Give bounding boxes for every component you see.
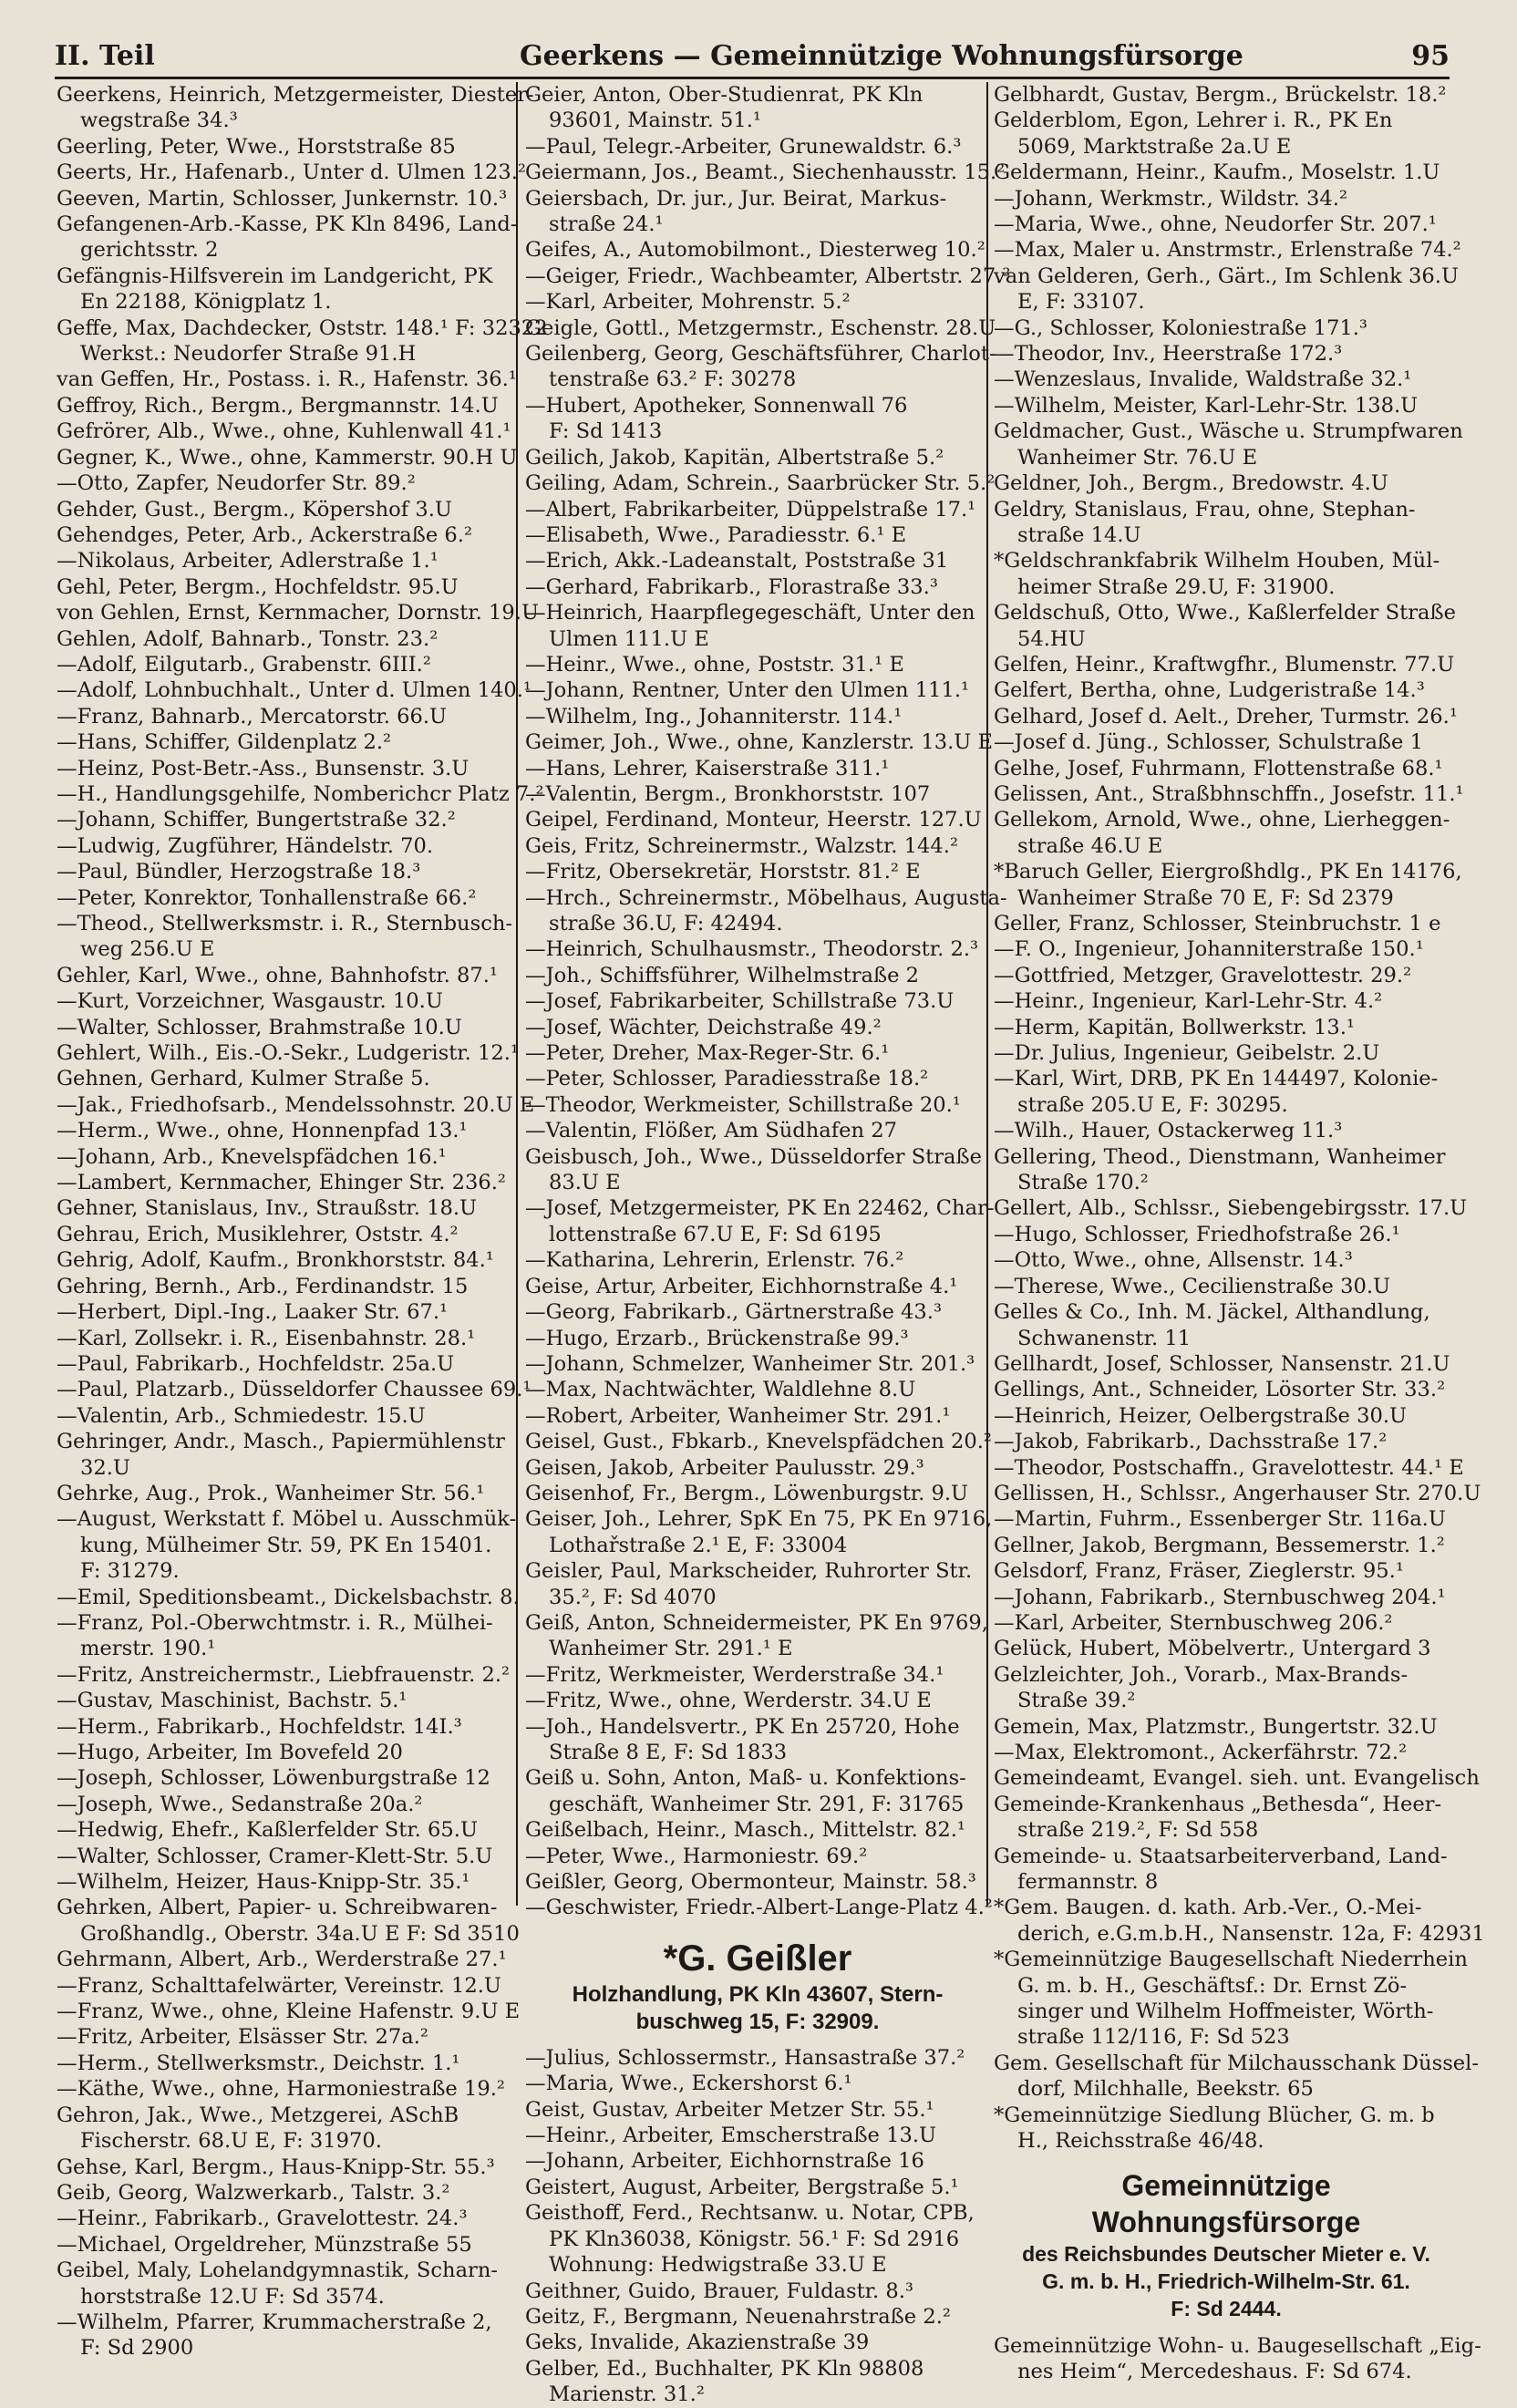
page-number: 95 [1411, 40, 1450, 72]
directory-entry-line: —Walter, Schlosser, Brahmstraße 10.U [57, 1015, 462, 1039]
directory-entry-line: dorf, Milchhalle, Beekstr. 65 [1017, 2077, 1314, 2102]
directory-entry-line: *Gemeinnützige Siedlung Blücher, G. m. b [994, 2103, 1435, 2127]
directory-entry-line: Gehringer, Andr., Masch., Papiermühlenstr [57, 1430, 505, 1454]
directory-entry-line: Gehse, Karl, Bergm., Haus-Knipp-Str. 55.³ [57, 2155, 495, 2179]
directory-entry-line: —Kurt, Vorzeichner, Wasgaustr. 10.U [57, 989, 443, 1014]
directory-entry-line: —Peter, Wwe., Harmoniestr. 69.² [525, 1844, 868, 1868]
directory-entry-line: —Therese, Wwe., Cecilienstraße 30.U [994, 1274, 1391, 1298]
directory-entry-line: Gelück, Hubert, Möbelvertr., Untergard 3 [994, 1637, 1431, 1661]
directory-entry-line: *Gemeinnützige Baugesellschaft Niederrhein [994, 1948, 1468, 1972]
directory-entry-line: straße 24.¹ [549, 212, 664, 237]
directory-entry-line: —Karl, Arbeiter, Mohrenstr. 5.² [525, 290, 851, 315]
directory-entry-line: Geiß u. Sohn, Anton, Maß- u. Konfektions- [525, 1766, 966, 1791]
advertisement-line: F: Sd 2444. [1171, 2296, 1282, 2320]
advertisement-title: Gemeinnützige Wohnungsfürsorge [1091, 2168, 1361, 2238]
directory-entry-line: —Max, Nachtwächter, Waldlehne 8.U [525, 1378, 916, 1402]
directory-entry-line: Gellekom, Arnold, Wwe., ohne, Lierheggen- [994, 808, 1450, 832]
directory-entry-line: —Karl, Wirt, DRB, PK En 144497, Kolonie- [994, 1067, 1439, 1091]
directory-entry-line: —Paul, Platzarb., Düsseldorfer Chaussee 69.¹ [57, 1378, 531, 1402]
directory-entry-line: —Ludwig, Zugführer, Händelstr. 70. [57, 833, 434, 858]
directory-entry-line: Gellering, Theod., Dienstmann, Wanheimer [994, 1144, 1446, 1169]
directory-entry-line: merstr. 190.¹ [80, 1637, 216, 1661]
directory-entry-line: Geise, Artur, Arbeiter, Eichhornstraße 4.¹ [525, 1274, 958, 1298]
directory-entry-line: Marienstr. 31.² [549, 2382, 705, 2407]
directory-entry-line: gerichtsstr. 2 [80, 238, 219, 263]
directory-entry-line: Straße 170.² [1017, 1171, 1149, 1195]
directory-entry-line: Gellissen, H., Schlssr., Angerhauser Str. 270.U [994, 1481, 1481, 1505]
directory-entry-line: Gelhe, Josef, Fuhrmann, Flottenstraße 68.¹ [994, 756, 1443, 780]
directory-entry-line: —Theod., Stellwerksmstr. i. R., Sternbusch- [57, 912, 513, 935]
directory-entry-line: —Fritz, Arbeiter, Elsässer Str. 27a.² [57, 2025, 428, 2050]
directory-entry-line: fermannstr. 8 [1017, 1870, 1159, 1895]
directory-entry-line: Geilenberg, Georg, Geschäftsführer, Charlot- [525, 342, 996, 367]
directory-entry-line: Gehrau, Erich, Musiklehrer, Oststr. 4.² [57, 1222, 459, 1246]
directory-entry-line: —G., Schlosser, Koloniestraße 171.³ [994, 315, 1367, 340]
directory-entry-line: straße 112/116, F: Sd 523 [1017, 2025, 1290, 2050]
directory-entry-line: Geisbusch, Joh., Wwe., Düsseldorfer Straße [525, 1144, 982, 1169]
directory-entry-line: Gelhard, Josef d. Aelt., Dreher, Turmstr. 26.¹ [994, 704, 1458, 729]
directory-entry-line: Schwanenstr. 11 [1017, 1326, 1192, 1350]
directory-entry-line: —F. O., Ingenieur, Johanniterstraße 150.¹ [994, 937, 1424, 962]
directory-entry-line: Gefangenen-Arb.-Kasse, PK Kln 8496, Land- [57, 212, 518, 237]
directory-entry-line: —Fritz, Wwe., ohne, Werderstr. 34.U E [525, 1689, 932, 1713]
directory-entry-line: —Hubert, Apotheker, Sonnenwall 76 [525, 393, 908, 418]
directory-entry-line: —Theodor, Inv., Heerstraße 172.³ [994, 342, 1343, 367]
column-3-entries [994, 82, 1485, 2155]
directory-entry-line: —Heinrich, Schulhausmstr., Theodorstr. 2.³ [525, 937, 979, 962]
directory-entry-line: —Julius, Schlossermstr., Hansastraße 37.² [525, 2045, 965, 2070]
directory-entry-line: Gelzleichter, Joh., Vorarb., Max-Brands- [994, 1662, 1409, 1687]
directory-entry-line: Gehrig, Adolf, Kaufm., Bronkhorststr. 84.¹ [57, 1248, 494, 1273]
directory-entry-line: Gemeinnützige Wohn- u. Baugesellschaft „Eig- [994, 2333, 1481, 2358]
directory-entry-line: 54.HU [1017, 626, 1086, 651]
directory-entry-line: Geithner, Guido, Brauer, Fuldastr. 8.³ [525, 2279, 913, 2303]
directory-entry-line: Gehendges, Peter, Arb., Ackerstraße 6.² [57, 522, 473, 547]
directory-entry-line: PK Kln36038, Königstr. 56.¹ F: Sd 2916 [549, 2227, 960, 2251]
directory-entry-line: Geipel, Ferdinand, Monteur, Heerstr. 127.U [525, 808, 982, 832]
directory-entry-line: Geibel, Maly, Lohelandgymnastik, Scharn- [57, 2258, 499, 2283]
directory-entry-line: Gelber, Ed., Buchhalter, PK Kln 98808 [525, 2356, 924, 2381]
directory-entry-line: Gelfen, Heinr., Kraftwgfhr., Blumenstr. 77.U [994, 652, 1455, 677]
directory-entry-line: Wanheimer Str. 76.U E [1017, 445, 1258, 470]
header-rule [55, 77, 1450, 79]
directory-entry-line: —Martin, Fuhrm., Essenberger Str. 116a.U [994, 1507, 1446, 1532]
directory-entry-line: Gelfert, Bertha, ohne, Ludgeristraße 14.³ [994, 678, 1425, 703]
directory-entry-line: Gehron, Jak., Wwe., Metzgerei, ASchB [57, 2103, 459, 2127]
directory-entry-line: —Elisabeth, Wwe., Paradiesstr. 6.¹ E [525, 522, 907, 547]
directory-entry-line: Geerkens, Heinrich, Metzgermeister, Diester- [57, 83, 534, 107]
directory-entry-line: —Herm., Fabrikarb., Hochfeldstr. 14I.³ [57, 1714, 462, 1739]
column-3-entries-after-ad [994, 2333, 1481, 2385]
directory-entry-line: 35.², F: Sd 4070 [549, 1585, 717, 1609]
directory-entry-line: heimer Straße 29.U, F: 31900. [1017, 574, 1336, 599]
directory-entry-line: —Heinrich, Haarpflegegeschäft, Unter den [525, 601, 975, 625]
directory-entry-line: —Herm, Kapitän, Bollwerkstr. 13.¹ [994, 1015, 1355, 1039]
directory-entry-line: —Gustav, Maschinist, Bachstr. 5.¹ [57, 1689, 408, 1713]
directory-entry-line: F: 31279. [80, 1559, 180, 1584]
directory-entry-line: Gellert, Alb., Schlssr., Siebengebirgsstr. 17.U [994, 1196, 1468, 1221]
directory-entry-line: Gemein, Max, Platzmstr., Bungertstr. 32.U [994, 1714, 1438, 1739]
directory-entry-line: —Hans, Schiffer, Gildenplatz 2.² [57, 730, 392, 755]
directory-entry-line: —Dr. Julius, Ingenieur, Geibelstr. 2.U [994, 1041, 1380, 1066]
directory-entry-line: —Paul, Telegr.-Arbeiter, Grunewaldstr. 6.³ [525, 134, 962, 159]
advertisement-line: Holzhandlung, PK Kln 43607, Stern- [572, 1981, 944, 2007]
directory-entry-line: Gehler, Karl, Wwe., ohne, Bahnhofstr. 87.¹ [57, 963, 498, 987]
directory-entry-line: —Wilhelm, Ing., Johanniterstr. 114.¹ [525, 704, 903, 729]
directory-entry-line: —Josef d. Jüng., Schlosser, Schulstraße 1 [994, 730, 1423, 755]
directory-entry-line: Geldschuß, Otto, Wwe., Kaßlerfelder Straße [994, 601, 1456, 625]
directory-entry-line: —Josef, Fabrikarbeiter, Schillstraße 73.U [525, 989, 955, 1014]
directory-entry-line: —Heinr., Wwe., ohne, Poststr. 31.¹ E [525, 652, 904, 677]
directory-entry-line: —Nikolaus, Arbeiter, Adlerstraße 1.¹ [57, 549, 439, 574]
directory-entry-line: Geiermann, Jos., Beamt., Siechenhausstr. 15.² [525, 160, 1006, 185]
directory-entry-line: Gehder, Gust., Bergm., Köpershof 3.U [57, 497, 452, 522]
directory-entry-line: straße 219.², F: Sd 558 [1017, 1818, 1259, 1843]
directory-entry-line: —Maria, Wwe., Eckershorst 6.¹ [525, 2072, 852, 2096]
directory-entry-line: —Peter, Dreher, Max-Reger-Str. 6.¹ [525, 1041, 890, 1066]
directory-entry-line: Gellhardt, Josef, Schlosser, Nansenstr. 21.U [994, 1351, 1450, 1376]
directory-entry-line: Gellner, Jakob, Bergmann, Bessemerstr. 1.² [994, 1533, 1445, 1557]
directory-entry-line: Gehl, Peter, Bergm., Hochfeldstr. 95.U [57, 574, 459, 599]
directory-entry-line: Geerts, Hr., Hafenarb., Unter d. Ulmen 123.² [57, 160, 526, 185]
directory-entry-line: Gemeinde-Krankenhaus „Bethesda“, Heer- [994, 1792, 1442, 1816]
directory-entry-line: Geldmacher, Gust., Wäsche u. Strumpfwaren [994, 419, 1463, 444]
directory-entry-line: —Herm., Stellwerksmstr., Deichstr. 1.¹ [57, 2051, 460, 2075]
directory-entry-line: Lothařstraße 2.¹ E, F: 33004 [549, 1533, 848, 1557]
directory-entry-line: —Jak., Friedhofsarb., Mendelssohnstr. 20.U E [57, 1092, 535, 1117]
directory-entry-line: —Herbert, Dipl.-Ing., Laaker Str. 67.¹ [57, 1300, 449, 1325]
directory-entry-line: Geiß, Anton, Schneidermeister, PK En 9769, [525, 1610, 988, 1635]
directory-entry-line: Geisen, Jakob, Arbeiter Paulusstr. 29.³ [525, 1455, 924, 1480]
directory-entry-line: —Franz, Pol.-Oberwchtmstr. i. R., Mülhei- [57, 1610, 493, 1635]
directory-entry-line: straße 205.U E, F: 30295. [1017, 1092, 1288, 1117]
directory-entry-line: —Joseph, Wwe., Sedanstraße 20a.² [57, 1792, 423, 1816]
directory-entry-line: 93601, Mainstr. 51.¹ [549, 109, 761, 133]
directory-entry-line: —Johann, Arbeiter, Eichhornstraße 16 [525, 2149, 924, 2174]
directory-entry-line: straße 36.U, F: 42494. [549, 912, 783, 935]
directory-entry-line: —Hrch., Schreinermstr., Möbelhaus, Augusta- [525, 885, 1007, 910]
directory-entry-line: —Paul, Fabrikarb., Hochfeldstr. 25a.U [57, 1351, 455, 1376]
directory-entry-line: —Theodor, Postschaffn., Gravelottestr. 44.¹ E [994, 1455, 1464, 1480]
directory-entry-line: —Hugo, Schlosser, Friedhofstraße 26.¹ [994, 1222, 1400, 1246]
directory-entry-line: F: Sd 1413 [549, 419, 663, 444]
directory-entry-line: —Johann, Schmelzer, Wanheimer Str. 201.³ [525, 1351, 975, 1376]
directory-entry-line: Ulmen 111.U E [549, 626, 709, 651]
directory-entry-line: —Josef, Wächter, Deichstraße 49.² [525, 1015, 882, 1039]
directory-entry-line: F: Sd 2900 [80, 2336, 194, 2361]
directory-entry-line: Geistert, August, Arbeiter, Bergstraße 5.¹ [525, 2175, 959, 2199]
directory-entry-line: Straße 39.² [1017, 1689, 1136, 1713]
directory-entry-line: —Adolf, Lohnbuchhalt., Unter d. Ulmen 140.¹ [57, 678, 531, 703]
directory-entry-line: —Johann, Rentner, Unter den Ulmen 111.¹ [525, 678, 970, 703]
wohnungsfuersorge-advertisement [994, 2167, 1459, 2322]
directory-entry-line: —Theodor, Werkmeister, Schillstraße 20.¹ [525, 1092, 961, 1117]
directory-entry-line: Geiser, Joh., Lehrer, SpK En 75, PK En 9716, [525, 1507, 993, 1532]
directory-entry-line: Geldner, Joh., Bergm., Bredowstr. 4.U [994, 471, 1388, 496]
directory-entry-line: —Josef, Metzgermeister, PK En 22462, Char- [525, 1196, 995, 1221]
directory-entry-line: E, F: 33107. [1017, 290, 1145, 315]
directory-entry-line: Geldry, Stanislaus, Frau, ohne, Stephan- [994, 497, 1416, 522]
directory-entry-line: —Hans, Lehrer, Kaiserstraße 311.¹ [525, 756, 890, 780]
directory-entry-line: —Heinz, Post-Betr.-Ass., Bunsenstr. 3.U [57, 756, 470, 780]
directory-entry-line: —Heinr., Ingenieur, Karl-Lehr-Str. 4.² [994, 989, 1383, 1014]
directory-entry-line: —Gottfried, Metzger, Gravelottestr. 29.² [994, 963, 1412, 987]
directory-entry-line: Gemeindeamt, Evangel. sieh. unt. Evangelisch [994, 1766, 1480, 1791]
directory-entry-line: nes Heim“, Mercedeshaus. F: Sd 674. [1017, 2359, 1412, 2383]
directory-entry-line: Wanheimer Straße 70 E, F: Sd 2379 [1017, 885, 1394, 910]
directory-entry-line: En 22188, Königplatz 1. [80, 290, 332, 315]
directory-entry-line: Geib, Georg, Walzwerkarb., Talstr. 3.² [57, 2180, 450, 2205]
directory-entry-line: Geffe, Max, Dachdecker, Oststr. 148.¹ F: 32322 [57, 315, 548, 340]
directory-entry-line: Geisel, Gust., Fbkarb., Knevelspfädchen 20.² [525, 1430, 992, 1454]
directory-entry-line: —Valentin, Bergm., Bronkhorststr. 107 [525, 781, 931, 806]
directory-entry-line: —Peter, Konrektor, Tonhallenstraße 66.² [57, 885, 477, 910]
directory-entry-line: Gefängnis-Hilfsverein im Landgericht, PK [57, 264, 493, 288]
directory-entry-line: Straße 8 E, F: Sd 1833 [549, 1741, 788, 1764]
directory-entry-line: Geier, Anton, Ober-Studienrat, PK Kln [525, 83, 924, 107]
directory-entry-line: —Wilhelm, Pfarrer, Krummacherstraße 2, [57, 2310, 492, 2334]
directory-entry-line: —Heinrich, Heizer, Oelbergstraße 30.U [994, 1403, 1408, 1428]
directory-entry-line: —Robert, Arbeiter, Wanheimer Str. 291.¹ [525, 1403, 951, 1428]
directory-entry-line: —Maria, Wwe., ohne, Neudorfer Str. 207.¹ [994, 212, 1437, 237]
column-2-entries-after-ad [525, 2045, 990, 2408]
directory-entry-line: Gefrörer, Alb., Wwe., ohne, Kuhlenwall 41.¹ [57, 419, 511, 444]
directory-entry-line: Gelsdorf, Franz, Fräser, Zieglerstr. 95.¹ [994, 1559, 1404, 1584]
section-label: II. Teil [55, 40, 155, 72]
directory-entry-line: —Geschwister, Friedr.-Albert-Lange-Platz 4.² [525, 1896, 993, 1920]
directory-entry-line: 32.U [80, 1455, 130, 1480]
directory-entry-line: —Karl, Arbeiter, Sternbuschweg 206.² [994, 1610, 1393, 1635]
column-1 [57, 82, 548, 2361]
directory-entry-line: 83.U E [549, 1171, 621, 1195]
directory-entry-line: kung, Mülheimer Str. 59, PK En 15401. [80, 1533, 492, 1557]
directory-entry-line: —Wilhelm, Meister, Karl-Lehr-Str. 138.U [994, 393, 1419, 418]
directory-entry-line: G. m. b. H., Geschäftsf.: Dr. Ernst Zö- [1017, 1973, 1408, 1998]
directory-entry-line: Geißler, Georg, Obermonteur, Mainstr. 58.³ [525, 1870, 976, 1895]
directory-entry-line: Gehrken, Albert, Papier- u. Schreibwaren- [57, 1896, 498, 1920]
directory-entry-line: —Valentin, Arb., Schmiedestr. 15.U [57, 1403, 426, 1428]
directory-entry-line: —Fritz, Obersekretär, Horststr. 81.² E [525, 860, 921, 884]
directory-entry-line: Geigle, Gottl., Metzgermstr., Eschenstr. 28.U [525, 315, 996, 340]
directory-entry-line: Geis, Fritz, Schreinermstr., Walzstr. 144.² [525, 833, 958, 858]
directory-entry-line: —Johann, Fabrikarb., Sternbuschweg 204.¹ [994, 1585, 1446, 1609]
directory-entry-line: Gelderblom, Egon, Lehrer i. R., PK En [994, 109, 1393, 133]
directory-entry-line: —Erich, Akk.-Ladeanstalt, Poststraße 31 [525, 549, 949, 574]
directory-entry-line: —Heinr., Fabrikarb., Gravelottestr. 24.³ [57, 2206, 468, 2231]
directory-entry-line: Geisthoff, Ferd., Rechtsanw. u. Notar, CPB, [525, 2201, 975, 2226]
advertisement-title: *G. Geißler [663, 1938, 852, 1979]
directory-entry-line: Gehrmann, Albert, Arb., Werderstraße 27.¹ [57, 1948, 507, 1972]
directory-entry-line: straße 46.U E [1017, 833, 1163, 858]
directory-entry-line: Geisenhof, Fr., Bergm., Löwenburgstr. 9.U [525, 1481, 969, 1505]
directory-entry-line: Gegner, K., Wwe., ohne, Kammerstr. 90.H U [57, 445, 518, 470]
directory-entry-line: —Jakob, Fabrikarb., Dachsstraße 17.² [994, 1430, 1388, 1454]
geissler-advertisement [525, 1936, 990, 2036]
directory-entry-line: Geißelbach, Heinr., Masch., Mittelstr. 82.¹ [525, 1818, 965, 1843]
directory-entry-line: Großhandlg., Oberstr. 34a.U E F: Sd 3510 [80, 1921, 520, 1946]
directory-entry-line: —Otto, Wwe., ohne, Allsenstr. 14.³ [994, 1248, 1353, 1273]
directory-entry-line: —Max, Elektromont., Ackerfährstr. 72.² [994, 1741, 1408, 1764]
directory-entry-line: Gelles & Co., Inh. M. Jäckel, Althandlung, [994, 1300, 1430, 1325]
directory-entry-line: 5069, Marktstraße 2a.U E [1017, 134, 1292, 159]
directory-entry-line: —Joh., Schiffsführer, Wilhelmstraße 2 [525, 963, 920, 987]
directory-entry-line: Geerling, Peter, Wwe., Horststraße 85 [57, 134, 456, 159]
directory-entry-line: singer und Wilhelm Hoffmeister, Wörth- [1017, 2000, 1434, 2024]
directory-entry-line: Gehlert, Wilh., Eis.-O.-Sekr., Ludgeristr. 12.¹ [57, 1041, 519, 1066]
directory-entry-line: —Max, Maler u. Anstrmstr., Erlenstraße 74.² [994, 238, 1461, 263]
directory-entry-line: Geller, Franz, Schlosser, Steinbruchstr. 1 e [994, 912, 1441, 935]
directory-entry-line: —Albert, Fabrikarbeiter, Düppelstraße 17.¹ [525, 497, 976, 522]
directory-entry-line: —Käthe, Wwe., ohne, Harmoniestraße 19.² [57, 2077, 505, 2102]
directory-entry-line: —Herm., Wwe., ohne, Honnenpfad 13.¹ [57, 1119, 468, 1143]
directory-entry-line: —Emil, Speditionsbeamt., Dickelsbachstr. 8. [57, 1585, 520, 1609]
directory-entry-line: —Joh., Handelsvertr., PK En 25720, Hohe [525, 1714, 960, 1739]
column-2-entries [525, 82, 1011, 1921]
advertisement-line: G. m. b. H., Friedrich-Wilhelm-Str. 61. [1042, 2268, 1410, 2293]
directory-entry-line: —Adolf, Eilgutarb., Grabenstr. 6III.² [57, 652, 431, 677]
directory-entry-line: —Georg, Fabrikarb., Gärtnerstraße 43.³ [525, 1300, 943, 1325]
directory-entry-line: Gemeinde- u. Staatsarbeiterverband, Land- [994, 1844, 1448, 1868]
directory-entry-line: lottenstraße 67.U E, F: Sd 6195 [549, 1222, 882, 1246]
directory-entry-line: Geldermann, Heinr., Kaufm., Moselstr. 1.U [994, 160, 1440, 185]
directory-entry-line: Gelissen, Ant., Straßbhnschffn., Josefstr. 11.¹ [994, 781, 1464, 806]
directory-entry-line: —Franz, Wwe., ohne, Kleine Hafenstr. 9.U E [57, 2000, 521, 2024]
directory-entry-line: —Fritz, Werkmeister, Werderstraße 34.¹ [525, 1662, 944, 1687]
directory-entry-line: —Wilhelm, Heizer, Haus-Knipp-Str. 35.¹ [57, 1870, 470, 1895]
directory-entry-line: Gehnen, Gerhard, Kulmer Straße 5. [57, 1067, 430, 1091]
directory-entry-line: —Wenzeslaus, Invalide, Waldstraße 32.¹ [994, 367, 1412, 392]
directory-entry-line: —Johann, Werkmstr., Wildstr. 34.² [994, 186, 1348, 211]
directory-entry-line: H., Reichsstraße 46/48. [1017, 2129, 1264, 2154]
directory-entry-line: —Franz, Schalttafelwärter, Vereinstr. 12.U [57, 1973, 501, 1998]
directory-entry-line: *Gem. Baugen. d. kath. Arb.-Ver., O.-Mei- [994, 1896, 1422, 1920]
directory-entry-line: Geeven, Martin, Schlosser, Junkernstr. 10.³ [57, 186, 508, 211]
directory-entry-line: Geist, Gustav, Arbeiter Metzer Str. 55.¹ [525, 2097, 934, 2122]
directory-entry-line: *Geldschrankfabrik Wilhelm Houben, Mül- [994, 549, 1440, 574]
directory-entry-line: Geilich, Jakob, Kapitän, Albertstraße 5.² [525, 445, 944, 470]
directory-entry-line: Werkst.: Neudorfer Straße 91.H [80, 342, 417, 367]
directory-entry-line: —Joseph, Schlosser, Löwenburgstraße 12 [57, 1766, 490, 1791]
directory-entry-line: Fischerstr. 68.U E, F: 31970. [80, 2129, 382, 2154]
directory-entry-line: —Hugo, Erzarb., Brückenstraße 99.³ [525, 1326, 909, 1350]
directory-entry-line: Gellings, Ant., Schneider, Lösorter Str. 33.² [994, 1378, 1446, 1402]
directory-entry-line: Geffroy, Rich., Bergm., Bergmannstr. 14.U [57, 393, 499, 418]
directory-entry-line: derich, e.G.m.b.H., Nansenstr. 12a, F: 42931 [1017, 1921, 1485, 1946]
directory-entry-line: —Katharina, Lehrerin, Erlenstr. 76.² [525, 1248, 904, 1273]
directory-entry-line: —Heinr., Arbeiter, Emscherstraße 13.U [525, 2124, 937, 2148]
directory-entry-line: —Otto, Zapfer, Neudorfer Str. 89.² [57, 471, 416, 496]
directory-entry-line: Geifes, A., Automobilmont., Diesterweg 10.² [525, 238, 986, 263]
directory-entry-line: —Walter, Schlosser, Cramer-Klett-Str. 5.U [57, 1844, 493, 1868]
directory-entry-line: Gehner, Stanislaus, Inv., Straußstr. 18.U [57, 1196, 478, 1221]
directory-entry-line: —Johann, Arb., Knevelspfädchen 16.¹ [57, 1144, 447, 1169]
directory-entry-line: Gehring, Bernh., Arb., Ferdinandstr. 15 [57, 1274, 469, 1298]
directory-entry-line: Gelbhardt, Gustav, Bergm., Brückelstr. 18.² [994, 83, 1447, 107]
directory-entry-line: Geitz, F., Bergmann, Neuenahrstraße 2.² [525, 2304, 951, 2329]
directory-entry-line: Gem. Gesellschaft für Milchausschank Düssel- [994, 2051, 1480, 2075]
running-title: Geerkens — Gemeinnützige Wohnungsfürsorge [520, 40, 1244, 72]
directory-entry-line: van Gelderen, Gerh., Gärt., Im Schlenk 36.U [994, 264, 1460, 288]
directory-entry-line: —Wilh., Hauer, Ostackerweg 11.³ [994, 1119, 1343, 1143]
directory-entry-line: —Gerhard, Fabrikarb., Florastraße 33.³ [525, 574, 938, 599]
directory-entry-line: —Franz, Bahnarb., Mercatorstr. 66.U [57, 704, 448, 729]
directory-entry-line: wegstraße 34.³ [80, 109, 238, 133]
directory-entry-line: —H., Handlungsgehilfe, Nomberichcr Platz 7.² [57, 781, 544, 806]
directory-entry-line: Wanheimer Str. 291.¹ E [549, 1637, 793, 1661]
directory-entry-line: —Karl, Zollsekr. i. R., Eisenbahnstr. 28.¹ [57, 1326, 476, 1350]
directory-entry-line: tenstraße 63.² F: 30278 [549, 367, 797, 392]
directory-entry-line: —Hugo, Arbeiter, Im Bovefeld 20 [57, 1741, 403, 1764]
directory-entry-line: —August, Werkstatt f. Möbel u. Ausschmük- [57, 1507, 517, 1532]
column-2 [525, 82, 1011, 2407]
directory-entry-line: —Geiger, Friedr., Wachbeamter, Albertstr. 27.² [525, 264, 1011, 288]
directory-entry-line: —Paul, Bündler, Herzogstraße 18.³ [57, 860, 421, 884]
directory-entry-line: —Johann, Schiffer, Bungertstraße 32.² [57, 808, 456, 832]
directory-entry-line: —Hedwig, Ehefr., Kaßlerfelder Str. 65.U [57, 1818, 478, 1843]
advertisement-line: buschweg 15, F: 32909. [635, 2009, 880, 2034]
directory-entry-line: Gehlen, Adolf, Bahnarb., Tonstr. 23.² [57, 626, 439, 651]
column-3 [994, 82, 1485, 2383]
directory-entry-line: van Geffen, Hr., Postass. i. R., Hafenstr. 36.¹ [57, 367, 517, 392]
directory-entry-line: von Gehlen, Ernst, Kernmacher, Dornstr. 19.U [57, 601, 540, 625]
directory-entry-line: Gehrke, Aug., Prok., Wanheimer Str. 56.¹ [57, 1481, 485, 1505]
directory-entry-line: *Baruch Geller, Eiergroßhdlg., PK En 14176, [994, 860, 1462, 884]
directory-entry-line: Geiling, Adam, Schrein., Saarbrücker Str. 5.² [525, 471, 996, 496]
directory-entry-line: straße 14.U [1017, 522, 1141, 547]
directory-entry-line: —Michael, Orgeldreher, Münzstraße 55 [57, 2232, 472, 2257]
directory-entry-line: Wohnung: Hedwigstraße 33.U E [549, 2253, 887, 2278]
advertisement-line: des Reichsbundes Deutscher Mieter e. V. [1022, 2241, 1430, 2266]
directory-entry-line: —Valentin, Flößer, Am Südhafen 27 [525, 1119, 897, 1143]
directory-entry-line: horststraße 12.U F: Sd 3574. [80, 2284, 385, 2309]
directory-entry-line: geschäft, Wanheimer Str. 291, F: 31765 [549, 1792, 965, 1816]
directory-entry-line: —Lambert, Kernmacher, Ehinger Str. 236.² [57, 1171, 506, 1195]
directory-entry-line: Geiersbach, Dr. jur., Jur. Beirat, Markus- [525, 186, 947, 211]
page-header [55, 35, 1450, 78]
directory-entry-line: —Peter, Schlosser, Paradiesstraße 18.² [525, 1067, 929, 1091]
directory-entry-line: Geks, Invalide, Akazienstraße 39 [525, 2330, 870, 2355]
directory-entry-line: weg 256.U E [80, 937, 215, 962]
directory-entry-line: —Fritz, Anstreichermstr., Liebfrauenstr. 2.² [57, 1662, 511, 1687]
directory-entry-line: Geimer, Joh., Wwe., ohne, Kanzlerstr. 13.U E [525, 730, 994, 755]
directory-entry-line: Geisler, Paul, Markscheider, Ruhrorter Str. [525, 1559, 973, 1584]
